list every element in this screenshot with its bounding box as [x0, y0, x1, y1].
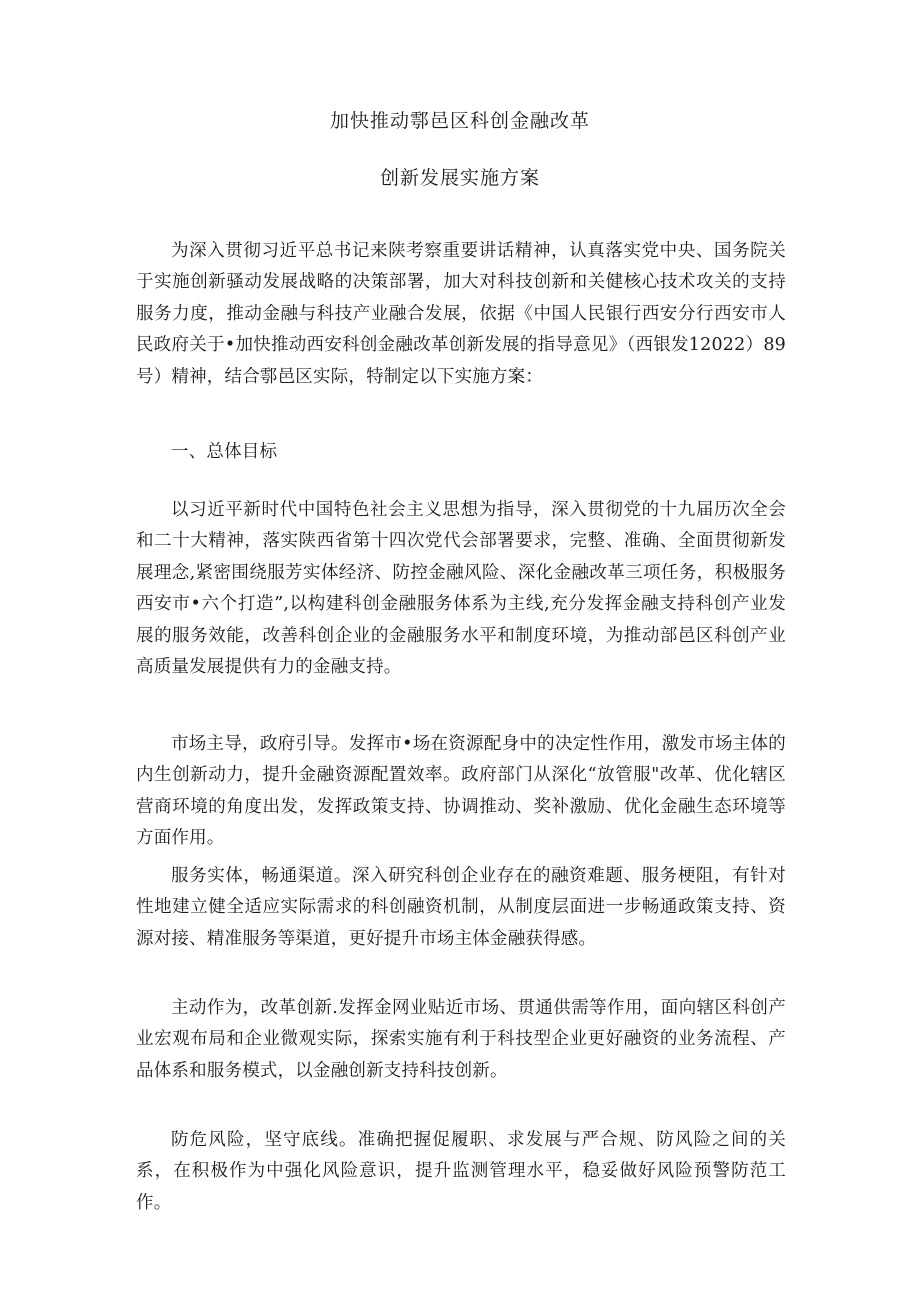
principle-market-paragraph: 市场主导，政府引导。发挥市•场在资源配身中的决定性作用，激发市场主体的内生创新动力，提升金融资源配置效率。政府部门从深化“放管服"改革、优化辖区营商环境的角度出发，发挥政策支持、协调推动、奖补激励、优化金融生态环境等方面作用。 — [136, 733, 786, 848]
overall-goal-paragraph: 以习近平新时代中国特色社会主义思想为指导，深入贯彻党的十九届历次全会和二十大精神，落实陕西省第十四次党代会部署要求，完整、准确、全面贯彻新发展理念,紧密围绕服芳实体经济、防控金融风险、深化金融改革三项任务，积极服务西安市•六个打造”,以构建科创金融服务体系为主线,充分发挥金融支持科创产业发展的服务效能，改善科创企业的金融服务水平和制度环境，为推动部邑区科创产业高质量发展提供有力的金融支持。 — [136, 499, 786, 677]
principle-service-paragraph: 服务实体，畅通渠道。深入研究科创企业存在的融资难题、服务梗阻，有针对性地建立健全适应实际需求的科创融资机制，从制度层面进一步畅通政策支持、资源对接、精准服务等渠道，更好提升市场主体金融获得感。 — [136, 865, 786, 949]
intro-paragraph: 为深入贯彻习近平总书记来陕考察重要讲话精神，认真落实党中央、国务院关于实施创新骚动发展战略的决策部署，加大对科技创新和关健核心技术攻关的支持服务力度，推动金融与科技产业融合发展，依据《中国人民银行西安分行西安市人民政府关于•加快推动西安科创金融改革创新发展的指导意见》（西银发12022）89号）精神，结合鄠邑区实际，特制定以下实施方案： — [136, 240, 786, 387]
principle-risk-paragraph: 防危风险，坚守底线。准确把握促履职、求发展与严合规、防风险之间的关系，在积极作为中强化风险意识，提升监测管理水平，稳妥做好风险预警防范工作。 — [136, 1129, 786, 1213]
section-heading-overall-goal: 一、总体目标 — [171, 441, 278, 462]
principle-innovation-paragraph: 主动作为，改革创新.发挥金网业贴近市场、贯通供需等作用，面向辖区科创产业宏观布局和企业微观实际，探索实施有利于科技型企业更好融资的业务流程、产品体系和服务模式，以金融创新支持科技创新。 — [136, 997, 786, 1081]
document-title-line-2: 创新发展实施方案 — [379, 167, 540, 189]
document-title-line-1: 加快推动鄠邑区科创金融改革 — [329, 110, 590, 132]
